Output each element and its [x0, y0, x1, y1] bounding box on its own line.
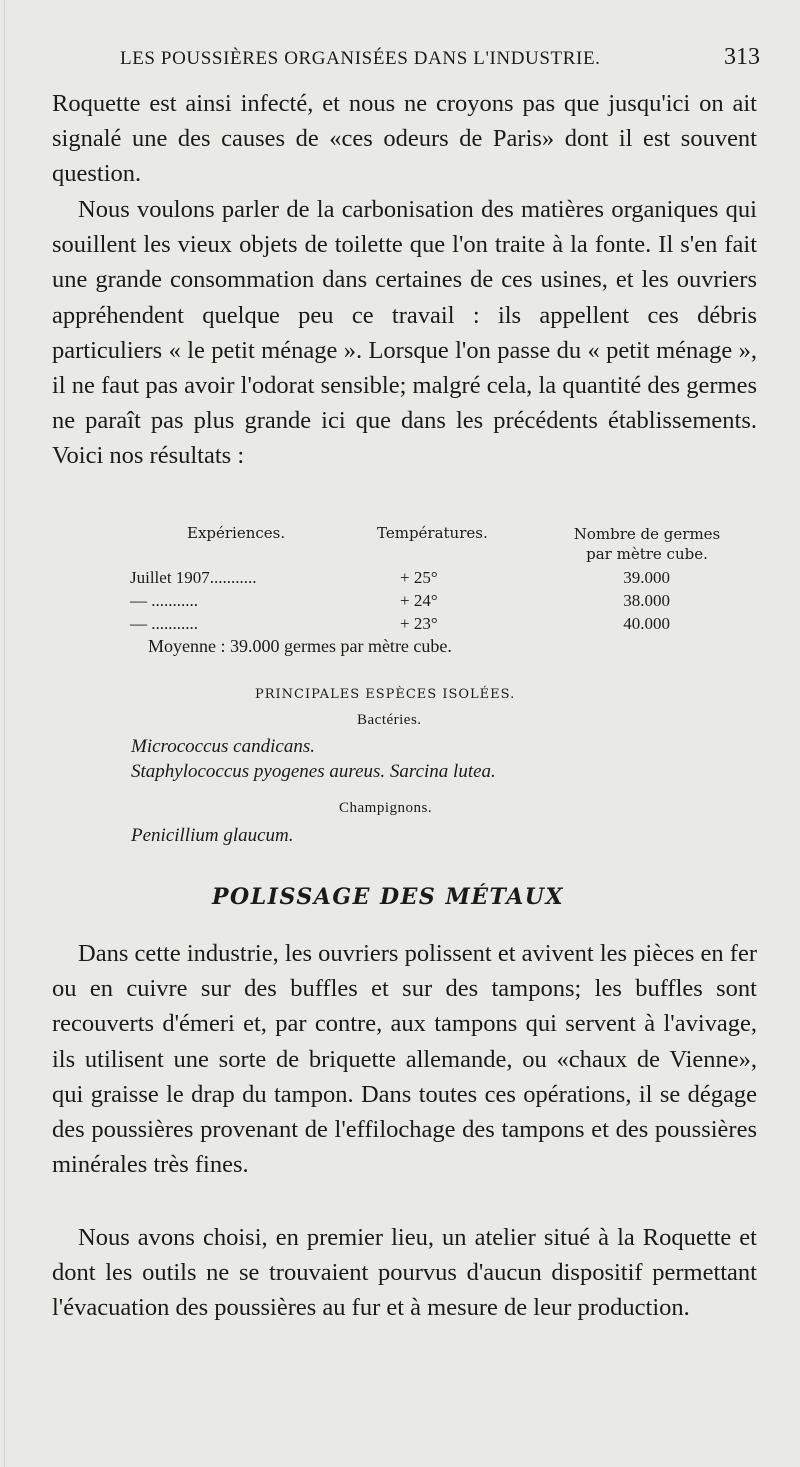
table-header-experiences: Expériences.: [187, 524, 286, 542]
page-header: [120, 44, 760, 74]
row-temperature: + 25°: [400, 568, 438, 587]
row-count: 40.000: [623, 614, 670, 633]
species-line: Micrococcus candicans.: [131, 736, 315, 757]
paragraph-polishing: Dans cette industrie, les ouvriers polissent et avivent les pièces en fer ou en cuivre sur des buffles et sur des tampons; les buffles sont recouverts d'émeri et, par contre, aux tampons qui servent à l'avivage, ils utilisent une sorte de briquette allemande, ou «chaux de Vienne», qui graisse le drap du tampon. Dans toutes ces opérations, il se dégage des poussières provenant de l'effilochage des tampons et des poussières minérales très fines.: [52, 940, 757, 1179]
table-header-temperatures: Températures.: [377, 524, 488, 542]
table-row: [130, 591, 730, 615]
bacteria-label: Bactéries.: [357, 712, 422, 728]
page-number: 313: [724, 44, 760, 70]
table-header-count: [562, 524, 732, 564]
row-temperature: + 24°: [400, 591, 438, 610]
species-heading: PRINCIPALES ESPÈCES ISOLÉES.: [255, 687, 516, 702]
running-title: LES POUSSIÈRES ORGANISÉES DANS L'INDUSTRIE.: [120, 48, 601, 69]
paragraph-workshop: Nous avons choisi, en premier lieu, un atelier situé à la Roquette et dont les outils ne se trouvaient pourvus d'aucun dispositif permettant l'évacuation des poussières au fur et à mesure de leur production.: [52, 1224, 757, 1322]
table-row: [130, 568, 730, 592]
fungi-label: Champignons.: [339, 800, 433, 816]
row-date: — ...........: [130, 614, 198, 633]
row-count: 38.000: [623, 591, 670, 610]
species-line: Staphylococcus pyogenes aureus. Sarcina lutea.: [131, 761, 496, 782]
table-average: Moyenne : 39.000 germes par mètre cube.: [148, 636, 452, 656]
paragraph-carbonisation: Nous voulons parler de la carbonisation des matières organiques qui souillent les vieux objets de toilette que l'on traite à la fonte. Il s'en fait une grande consommation dans certaines de ces usines, et les ouvriers appréhendent quelque peu ce travail : ils appellent ces débris particuliers « le petit ménage ». Lorsque l'on passe du « petit ménage », il ne faut pas avoir l'odorat sensible; malgré cela, la quantité des germes ne paraît pas plus grande ici que dans les précédents établissements. Voici nos résultats :: [52, 196, 757, 470]
page-edge-shadow: [4, 0, 5, 1467]
species-line: Penicillium glaucum.: [131, 825, 294, 846]
row-date: Juillet 1907...........: [130, 568, 257, 587]
row-date: — ...........: [130, 591, 198, 610]
section-title: POLISSAGE DES MÉTAUX: [212, 884, 565, 910]
table-header-count-line2: par mètre cube.: [586, 545, 708, 563]
row-count: 39.000: [623, 568, 670, 587]
row-temperature: + 23°: [400, 614, 438, 633]
paragraph-continuation: Roquette est ainsi infecté, et nous ne croyons pas que jusqu'ici on ait signalé une des causes de «ces odeurs de Paris» dont il est souvent question.: [52, 90, 757, 188]
table-row: [130, 614, 730, 638]
table-header-count-line1: Nombre de germes: [573, 525, 721, 543]
